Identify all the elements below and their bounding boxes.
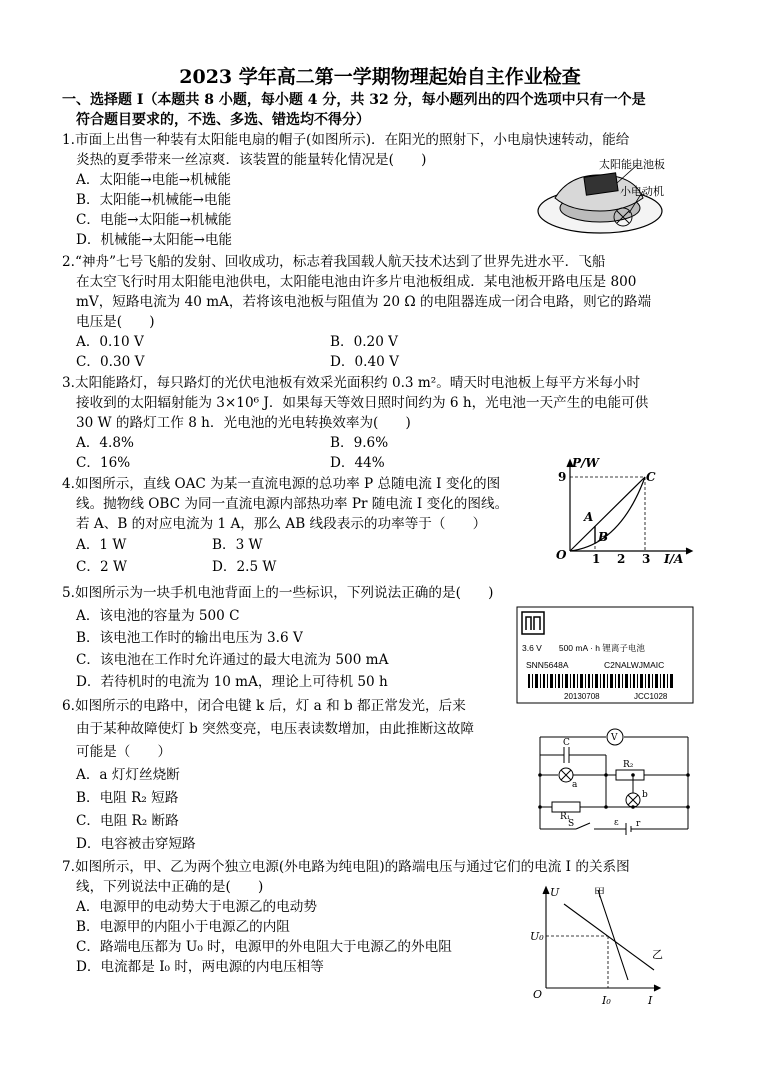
q6-option-b: B．电阻 R₂ 短路 xyxy=(76,790,179,806)
r2-label: R₂ xyxy=(623,760,634,770)
q1-option-b: B．太阳能→机械能→电能 xyxy=(76,192,232,208)
q4-stem-2: 线。抛物线 OBC 为同一直流电源内部热功率 Pr 随电流 I 变化的图线。 xyxy=(76,496,509,512)
q1-option-a: A．太阳能→电能→机械能 xyxy=(76,172,231,188)
battery-label-row1: 3.6 V 500 mA · h 锂离子电池 xyxy=(522,643,645,653)
graph-ylabel: P/W xyxy=(572,456,599,470)
motor-label: 小电动机 xyxy=(620,185,664,198)
battery-label-serial: JCC1028 xyxy=(634,692,668,701)
q6-stem-2: 由于某种故障使灯 b 突然变亮，电压表读数增加，由此推断这故障 xyxy=(76,721,474,737)
q6-stem-3: 可能是（ ） xyxy=(76,744,172,760)
q2-option-a: A．0.10 V xyxy=(76,334,144,350)
solar-panel-label: 太阳能电池板 xyxy=(599,158,665,171)
graph-point-c: C xyxy=(646,470,656,484)
q3-stem-2: 接收到的太阳辐射能为 3×10⁶ J．如果每天等效日照时间约为 6 h，光电池一天产生的电能可供 xyxy=(76,395,649,411)
section-line-2: 符合题目要求的，不选、多选、错选均不得分） xyxy=(76,112,370,128)
curve-jia-label: 甲 xyxy=(594,886,605,899)
q2-stem-4: 电压是( ) xyxy=(76,314,155,330)
ui-graph-u0: U₀ xyxy=(530,930,544,943)
battery-label-figure xyxy=(516,606,696,706)
page-title: 2023 学年高二第一学期物理起始自主作业检查 xyxy=(179,66,581,88)
ui-graph-ylabel: U xyxy=(550,886,560,899)
q4-stem-1: 4.如图所示，直线 OAC 为某一直流电源的总功率 P 总随电流 I 变化的图 xyxy=(62,476,501,492)
graph-ytick-9: 9 xyxy=(558,470,567,484)
q2-option-d: D．0.40 V xyxy=(330,354,399,370)
lamp-a-label: a xyxy=(572,780,578,790)
q1-stem-2: 炎热的夏季带来一丝凉爽．该装置的能量转化情况是( ) xyxy=(76,152,427,168)
q2-stem-1: 2.“神舟”七号飞船的发射、回收成功，标志着我国载人航天技术达到了世界先进水平．飞船 xyxy=(62,254,606,270)
q4-option-c: C．2 W xyxy=(76,559,127,575)
emf-label: ε xyxy=(614,818,619,828)
graph-point-a: A xyxy=(584,510,594,524)
q1-option-d: D．机械能→太阳能→电能 xyxy=(76,232,233,248)
curve-yi-label: 乙 xyxy=(652,948,663,961)
battery-label-code1: SNN5648A xyxy=(526,660,569,670)
solar-hat-figure xyxy=(525,153,705,248)
internal-resistance-label: r xyxy=(636,819,641,829)
r1-label: R₁ xyxy=(560,812,571,822)
section-line-1: 一、选择题 I（本题共 8 小题，每小题 4 分，共 32 分，每小题列出的四个选项中只有一个是 xyxy=(62,92,646,108)
circuit-diagram xyxy=(528,727,698,835)
q3-option-c: C．16% xyxy=(76,455,131,471)
q5-option-d: D．若待机时的电流为 10 mA，理论上可待机 50 h xyxy=(76,674,388,690)
q3-stem-1: 3.太阳能路灯，每只路灯的光伏电池板有效采光面积约 0.3 m²。晴天时电池板上每平方米每小时 xyxy=(62,375,641,391)
ui-graph-i0: I₀ xyxy=(602,994,611,1007)
q2-option-b: B．0.20 V xyxy=(330,334,398,350)
q2-stem-2: 在太空飞行时用太阳能电池供电，太阳能电池由许多片电池板组成．某电池板开路电压是 800 xyxy=(76,274,637,290)
ui-graph-origin: O xyxy=(533,988,543,1001)
ui-graph xyxy=(528,882,678,1007)
lamp-b-label: b xyxy=(642,790,648,800)
q1-option-c: C．电能→太阳能→机械能 xyxy=(76,212,232,228)
q7-option-d: D．电流都是 I₀ 时，两电源的内电压相等 xyxy=(76,959,324,975)
battery-label-date: 20130708 xyxy=(564,692,600,701)
q5-option-a: A．该电池的容量为 500 C xyxy=(76,608,240,624)
q3-option-d: D．44% xyxy=(330,455,385,471)
q3-stem-3: 30 W 的路灯工作 8 h．光电池的光电转换效率为( ) xyxy=(76,415,411,431)
q6-option-d: D．电容被击穿短路 xyxy=(76,836,196,852)
graph-xtick-3: 3 xyxy=(642,552,651,566)
graph-origin: O xyxy=(556,548,567,562)
q7-stem-2: 线，下列说法中正确的是( ) xyxy=(76,879,264,895)
power-current-graph xyxy=(550,455,700,567)
graph-xlabel: I/A xyxy=(664,552,684,566)
q5-option-b: B．该电池工作时的输出电压为 3.6 V xyxy=(76,630,303,646)
q1-stem-1: 1.市面上出售一种装有太阳能电扇的帽子(如图所示)．在阳光的照射下，小电扇快速转动，能给 xyxy=(62,132,630,148)
q4-option-b: B．3 W xyxy=(212,537,263,553)
q7-option-c: C．路端电压都为 U₀ 时，电源甲的外电阻大于电源乙的外电阻 xyxy=(76,939,452,955)
q2-stem-3: mV，短路电流为 40 mA，若将该电池板与阻值为 20 Ω 的电阻器连成一闭合电路，则它的路端 xyxy=(76,294,652,310)
q2-option-c: C．0.30 V xyxy=(76,354,145,370)
ui-graph-xlabel: I xyxy=(648,994,653,1007)
q5-option-c: C．该电池在工作时允许通过的最大电流为 500 mA xyxy=(76,652,389,668)
q7-stem-1: 7.如图所示，甲、乙为两个独立电源(外电路为纯电阻)的路端电压与通过它们的电流 I 的关系图 xyxy=(62,859,630,875)
graph-xtick-2: 2 xyxy=(617,552,626,566)
switch-label: S xyxy=(568,819,575,829)
q6-stem-1: 6.如图所示的电路中，闭合电键 k 后，灯 a 和 b 都正常发光，后来 xyxy=(62,698,466,714)
q6-option-c: C．电阻 R₂ 断路 xyxy=(76,813,179,829)
graph-xtick-1: 1 xyxy=(592,552,601,566)
graph-point-b: B xyxy=(598,530,609,544)
q7-option-a: A．电源甲的电动势大于电源乙的电动势 xyxy=(76,899,317,915)
capacitor-label: C xyxy=(563,738,570,748)
q3-option-a: A．4.8% xyxy=(76,435,134,451)
q6-option-a: A．a 灯灯丝烧断 xyxy=(76,767,180,783)
battery-label-code2: C2NALWJMAIC xyxy=(604,660,665,670)
q4-option-d: D．2.5 W xyxy=(212,559,277,575)
q5-stem: 5.如图所示为一块手机电池背面上的一些标识，下列说法正确的是( ) xyxy=(62,585,494,601)
q3-option-b: B．9.6% xyxy=(330,435,389,451)
q4-option-a: A．1 W xyxy=(76,537,127,553)
section-header xyxy=(62,90,702,130)
voltmeter-label: V xyxy=(611,733,618,743)
q7-option-b: B．电源甲的内阻小于电源乙的内阻 xyxy=(76,919,290,935)
q4-stem-3: 若 A、B 的对应电流为 1 A，那么 AB 线段表示的功率等于（ ） xyxy=(76,516,487,532)
